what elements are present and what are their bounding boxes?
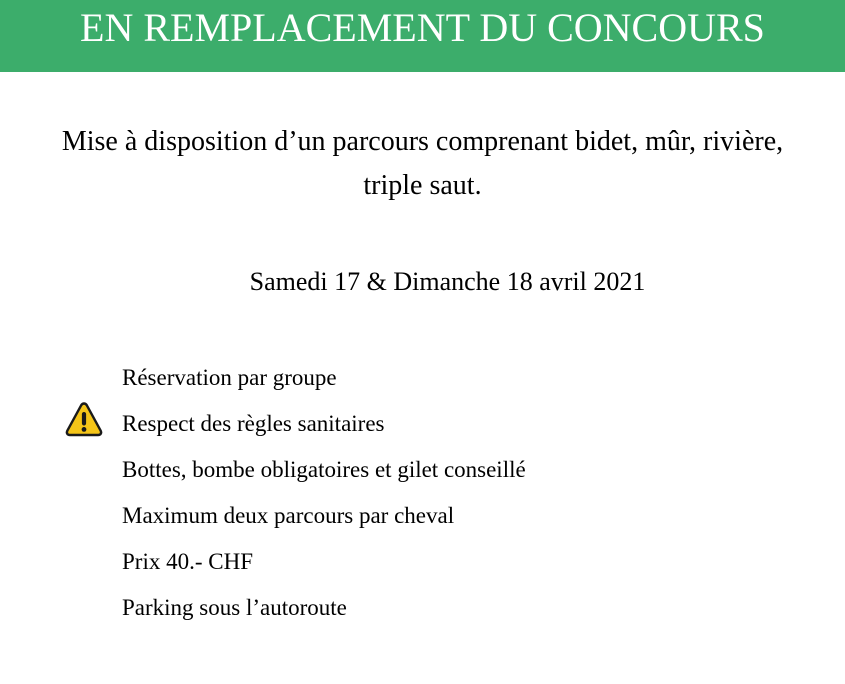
banner-title: EN REMPLACEMENT DU CONCOURS: [80, 5, 765, 50]
intro-text: Mise à disposition d’un parcours comprenant bidet, mûr, rivière, triple saut.: [61, 126, 784, 201]
info-item-equipment: Bottes, bombe obligatoires et gilet conseillé: [122, 457, 526, 482]
info-item-price: Prix 40.- CHF: [122, 549, 253, 574]
info-item-sanitary: Respect des règles sanitaires: [122, 411, 385, 436]
event-dates: Samedi 17 & Dimanche 18 avril 2021: [249, 267, 646, 296]
warning-icon: [65, 401, 103, 437]
info-item-max-rides: Maximum deux parcours par cheval: [122, 503, 455, 528]
info-item-parking: Parking sous l’autoroute: [122, 595, 347, 620]
header-banner: [0, 0, 845, 72]
info-item-reservation: Réservation par groupe: [122, 365, 337, 390]
info-list: [122, 360, 526, 636]
